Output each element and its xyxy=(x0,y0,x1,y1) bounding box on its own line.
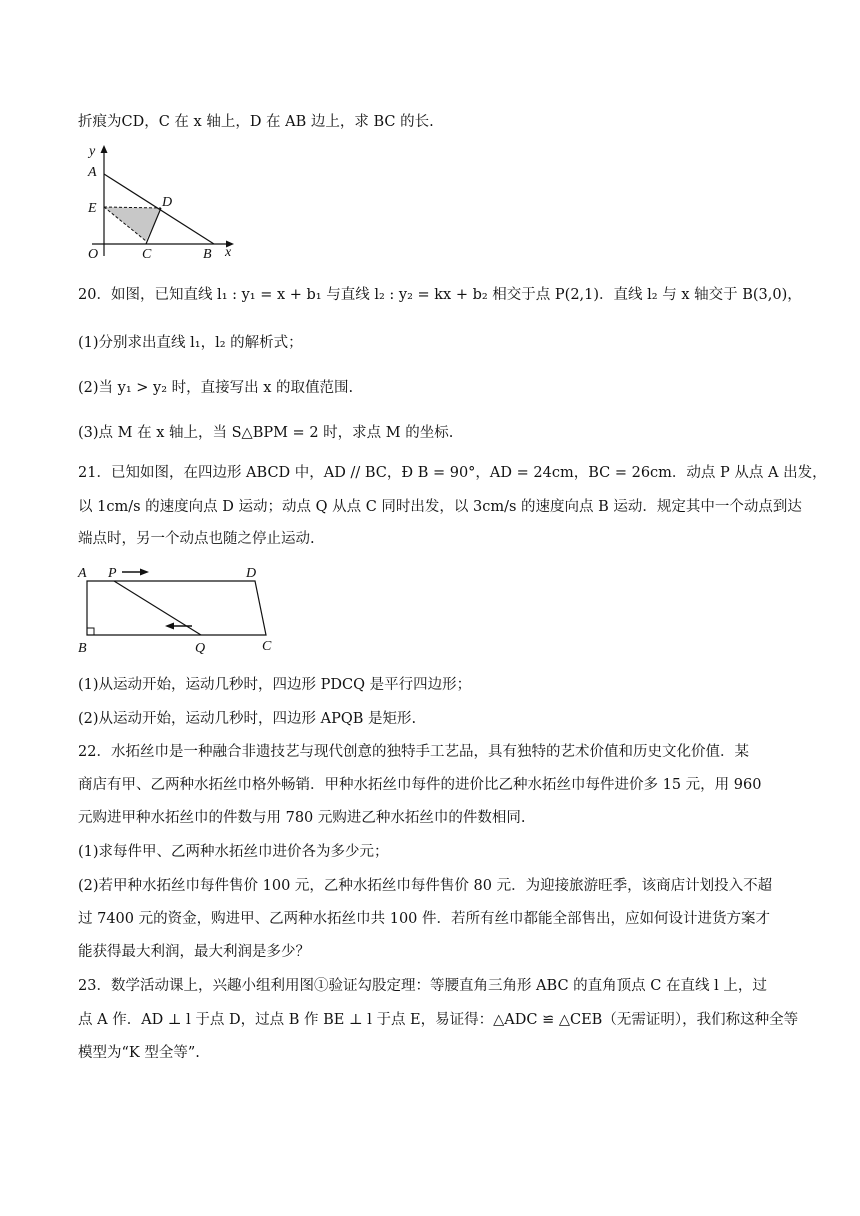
problem-22-line1: 22．水拓丝巾是一种融合非遗技艺与现代创意的独特手工艺品，具有独特的艺术价值和历史文化价值．某 xyxy=(78,744,749,760)
label-C: C xyxy=(142,247,152,262)
problem-21-part1: (1)从运动开始，运动几秒时，四边形 PDCQ 是平行四边形； xyxy=(78,677,472,693)
label-y: y xyxy=(89,144,96,159)
problem-22-part1: (1)求每件甲、乙两种水拓丝巾进价各为多少元； xyxy=(78,844,389,860)
label-D: D xyxy=(162,195,173,210)
segment-pq xyxy=(114,581,201,635)
label-P: P xyxy=(108,566,117,581)
problem-22-line2: 商店有甲、乙两种水拓丝巾格外畅销．甲种水拓丝巾每件的进价比乙种水拓丝巾每件进价多 15 元，用 960 xyxy=(78,777,762,793)
label-D: D xyxy=(246,566,257,581)
trapezoid-abcd xyxy=(87,581,266,635)
problem-23-line1: 23．数学活动课上，兴趣小组利用图①验证勾股定理：等腰直角三角形 ABC 的直角顶点 C 在直线 l 上，过 xyxy=(78,978,767,994)
arrow-p-icon xyxy=(140,569,149,576)
label-A: A xyxy=(88,165,97,180)
label-x: x xyxy=(225,245,232,260)
right-angle-mark xyxy=(87,628,94,635)
problem-19-tail: 折痕为CD，C 在 x 轴上，D 在 AB 边上，求 BC 的长. xyxy=(78,114,434,130)
label-C: C xyxy=(262,639,272,654)
figure-coordinate-fold xyxy=(78,140,238,262)
problem-22-part2-line2: 过 7400 元的资金，购进甲、乙两种水拓丝巾共 100 件．若所有丝巾都能全部售出，应如何设计进货方案才 xyxy=(78,911,771,927)
problem-21-line1: 21．已知如图，在四边形 ABCD 中，AD // BC，Ð B = 90°，AD = 24cm，BC = 26cm．动点 P 从点 A 出发， xyxy=(78,465,827,481)
label-E: E xyxy=(88,201,97,216)
label-B: B xyxy=(78,641,87,656)
problem-20-part3: (3)点 M 在 x 轴上，当 S△BPM = 2 时，求点 M 的坐标. xyxy=(78,425,454,441)
problem-21-line2: 以 1cm/s 的速度向点 D 运动；动点 Q 从点 C 同时出发，以 3cm/s 的速度向点 B 运动．规定其中一个动点到达 xyxy=(78,499,802,515)
problem-20-part2: (2)当 y₁ > y₂ 时，直接写出 x 的取值范围. xyxy=(78,380,354,396)
figure-trapezoid xyxy=(74,562,284,658)
problem-20-part1: (1)分别求出直线 l₁，l₂ 的解析式； xyxy=(78,335,303,351)
arrow-q-icon xyxy=(165,623,174,630)
y-axis-arrow xyxy=(101,145,108,153)
label-Q: Q xyxy=(195,641,206,656)
folded-triangle xyxy=(104,207,161,241)
label-A: A xyxy=(78,566,87,581)
problem-23-line2: 点 A 作．AD ⊥ l 于点 D，过点 B 作 BE ⊥ l 于点 E，易证得：△ADC ≌ △CEB（无需证明），我们称这种全等 xyxy=(78,1012,799,1028)
problem-23-line3: 模型为“K 型全等”. xyxy=(78,1045,200,1061)
problem-22-part2-line3: 能获得最大利润，最大利润是多少？ xyxy=(78,944,310,960)
label-O: O xyxy=(88,247,99,262)
problem-22-part2-line1: (2)若甲种水拓丝巾每件售价 100 元，乙种水拓丝巾每件售价 80 元．为迎接旅游旺季，该商店计划投入不超 xyxy=(78,878,773,894)
problem-21-part2: (2)从运动开始，运动几秒时，四边形 APQB 是矩形. xyxy=(78,711,417,727)
problem-20-stem: 20．如图，已知直线 l₁ : y₁ = x + b₁ 与直线 l₂ : y₂ = kx + b₂ 相交于点 P(2,1)．直线 l₂ 与 x 轴交于 B(3,0)， xyxy=(78,287,802,303)
problem-22-line3: 元购进甲种水拓丝巾的件数与用 780 元购进乙种水拓丝巾的件数相同. xyxy=(78,810,526,826)
problem-21-line3: 端点时，另一个动点也随之停止运动. xyxy=(78,531,315,547)
label-B: B xyxy=(203,247,212,262)
